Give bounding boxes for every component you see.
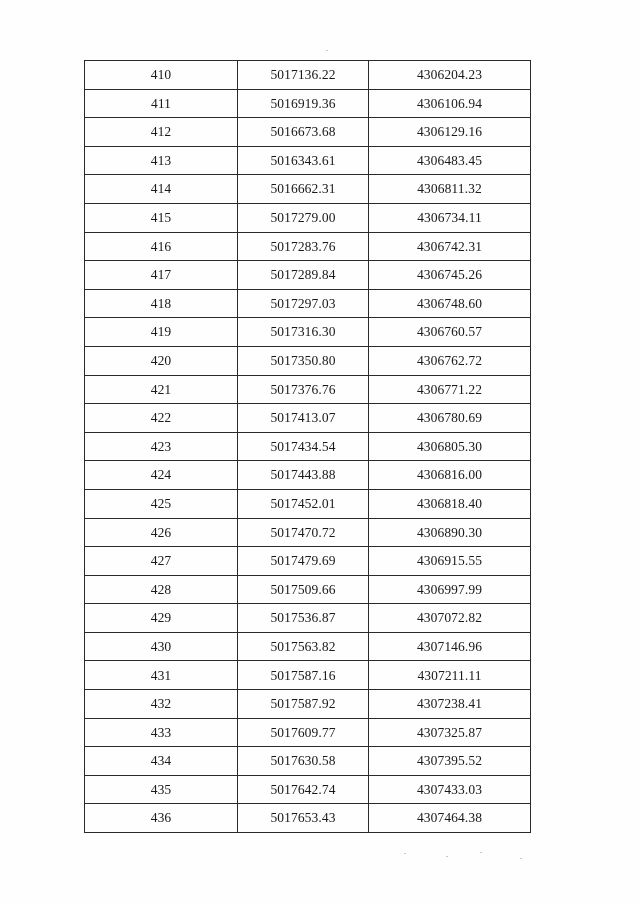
table-row [85, 318, 531, 347]
point-number-cell: 436 [85, 804, 238, 833]
table-row [85, 690, 531, 719]
point-number-cell: 414 [85, 175, 238, 204]
point-number-cell: 432 [85, 690, 238, 719]
y-coordinate-cell: 4306742.31 [369, 232, 531, 261]
x-coordinate-cell: 5017653.43 [238, 804, 369, 833]
x-coordinate-cell: 5016343.61 [238, 146, 369, 175]
x-coordinate-cell: 5017509.66 [238, 575, 369, 604]
x-coordinate-cell: 5017434.54 [238, 432, 369, 461]
point-number-cell: 430 [85, 632, 238, 661]
table-row [85, 604, 531, 633]
y-coordinate-cell: 4306129.16 [369, 118, 531, 147]
point-number-cell: 410 [85, 61, 238, 90]
table-row [85, 146, 531, 175]
x-coordinate-cell: 5017413.07 [238, 404, 369, 433]
table-row [85, 203, 531, 232]
x-coordinate-cell: 5017443.88 [238, 461, 369, 490]
point-number-cell: 428 [85, 575, 238, 604]
table-row [85, 346, 531, 375]
table-row [85, 575, 531, 604]
point-number-cell: 415 [85, 203, 238, 232]
x-coordinate-cell: 5017479.69 [238, 547, 369, 576]
point-number-cell: 423 [85, 432, 238, 461]
y-coordinate-cell: 4307238.41 [369, 690, 531, 719]
scan-speck [520, 858, 522, 859]
point-number-cell: 413 [85, 146, 238, 175]
y-coordinate-cell: 4306106.94 [369, 89, 531, 118]
x-coordinate-cell: 5017563.82 [238, 632, 369, 661]
table-row [85, 718, 531, 747]
table-row [85, 61, 531, 90]
table-row [85, 489, 531, 518]
point-number-cell: 429 [85, 604, 238, 633]
y-coordinate-cell: 4306204.23 [369, 61, 531, 90]
y-coordinate-cell: 4306771.22 [369, 375, 531, 404]
x-coordinate-cell: 5017587.92 [238, 690, 369, 719]
y-coordinate-cell: 4307146.96 [369, 632, 531, 661]
y-coordinate-cell: 4307433.03 [369, 775, 531, 804]
x-coordinate-cell: 5017316.30 [238, 318, 369, 347]
table-row [85, 118, 531, 147]
x-coordinate-cell: 5016662.31 [238, 175, 369, 204]
scan-speck [480, 852, 482, 853]
y-coordinate-cell: 4307211.11 [369, 661, 531, 690]
point-number-cell: 411 [85, 89, 238, 118]
table-row [85, 661, 531, 690]
x-coordinate-cell: 5017587.16 [238, 661, 369, 690]
y-coordinate-cell: 4307072.82 [369, 604, 531, 633]
y-coordinate-cell: 4307395.52 [369, 747, 531, 776]
x-coordinate-cell: 5017297.03 [238, 289, 369, 318]
x-coordinate-cell: 5017376.76 [238, 375, 369, 404]
x-coordinate-cell: 5017630.58 [238, 747, 369, 776]
x-coordinate-cell: 5017350.80 [238, 346, 369, 375]
y-coordinate-cell: 4306734.11 [369, 203, 531, 232]
y-coordinate-cell: 4307325.87 [369, 718, 531, 747]
table-row [85, 547, 531, 576]
y-coordinate-cell: 4306811.32 [369, 175, 531, 204]
scan-speck [326, 50, 328, 51]
point-number-cell: 419 [85, 318, 238, 347]
x-coordinate-cell: 5017609.77 [238, 718, 369, 747]
point-number-cell: 424 [85, 461, 238, 490]
x-coordinate-cell: 5016919.36 [238, 89, 369, 118]
y-coordinate-cell: 4306816.00 [369, 461, 531, 490]
point-number-cell: 426 [85, 518, 238, 547]
coordinate-table-body [85, 61, 531, 833]
coordinate-table [84, 60, 531, 833]
y-coordinate-cell: 4306745.26 [369, 261, 531, 290]
table-row [85, 375, 531, 404]
table-row [85, 518, 531, 547]
x-coordinate-cell: 5017470.72 [238, 518, 369, 547]
point-number-cell: 418 [85, 289, 238, 318]
x-coordinate-cell: 5016673.68 [238, 118, 369, 147]
point-number-cell: 421 [85, 375, 238, 404]
y-coordinate-cell: 4306890.30 [369, 518, 531, 547]
table-row [85, 747, 531, 776]
table-row [85, 289, 531, 318]
y-coordinate-cell: 4306483.45 [369, 146, 531, 175]
point-number-cell: 412 [85, 118, 238, 147]
table-row [85, 404, 531, 433]
x-coordinate-cell: 5017452.01 [238, 489, 369, 518]
point-number-cell: 431 [85, 661, 238, 690]
x-coordinate-cell: 5017136.22 [238, 61, 369, 90]
table-row [85, 461, 531, 490]
y-coordinate-cell: 4306780.69 [369, 404, 531, 433]
point-number-cell: 434 [85, 747, 238, 776]
point-number-cell: 435 [85, 775, 238, 804]
x-coordinate-cell: 5017642.74 [238, 775, 369, 804]
point-number-cell: 416 [85, 232, 238, 261]
table-row [85, 89, 531, 118]
y-coordinate-cell: 4306760.57 [369, 318, 531, 347]
x-coordinate-cell: 5017283.76 [238, 232, 369, 261]
table-row [85, 261, 531, 290]
table-row [85, 775, 531, 804]
y-coordinate-cell: 4306818.40 [369, 489, 531, 518]
x-coordinate-cell: 5017279.00 [238, 203, 369, 232]
table-row [85, 804, 531, 833]
point-number-cell: 427 [85, 547, 238, 576]
point-number-cell: 417 [85, 261, 238, 290]
table-row [85, 175, 531, 204]
table-row [85, 232, 531, 261]
point-number-cell: 425 [85, 489, 238, 518]
point-number-cell: 422 [85, 404, 238, 433]
y-coordinate-cell: 4306748.60 [369, 289, 531, 318]
y-coordinate-cell: 4306915.55 [369, 547, 531, 576]
point-number-cell: 420 [85, 346, 238, 375]
scan-speck [404, 853, 406, 854]
table-row [85, 632, 531, 661]
y-coordinate-cell: 4306997.99 [369, 575, 531, 604]
y-coordinate-cell: 4306762.72 [369, 346, 531, 375]
y-coordinate-cell: 4307464.38 [369, 804, 531, 833]
point-number-cell: 433 [85, 718, 238, 747]
table-row [85, 432, 531, 461]
x-coordinate-cell: 5017289.84 [238, 261, 369, 290]
x-coordinate-cell: 5017536.87 [238, 604, 369, 633]
y-coordinate-cell: 4306805.30 [369, 432, 531, 461]
scan-speck [446, 856, 448, 857]
